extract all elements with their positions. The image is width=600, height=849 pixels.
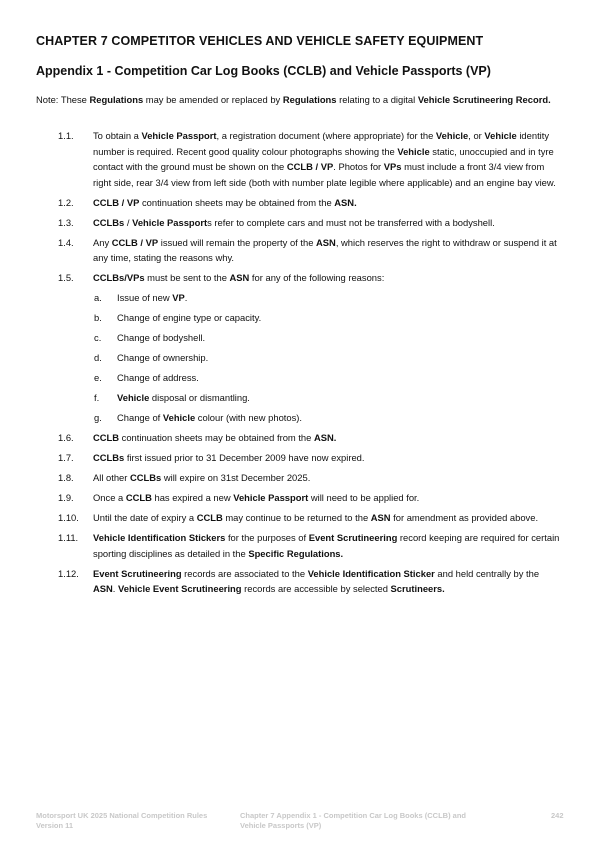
footer-section: Chapter 7 Appendix 1 - Competition Car Log Books (CCLB) and Vehicle Passports (VP) xyxy=(240,811,466,830)
regulation-list xyxy=(0,128,600,601)
item-text: CCLBs / Vehicle Passports refer to complete cars and must not be transferred with a bodyshell. xyxy=(93,216,495,228)
item-text: To obtain a Vehicle Passport, a registration document (where appropriate) for the Vehicle, or Vehicle identity number is required. Recent good quality colour photographs showing the Vehicle static, unoccupied and in tyre contact with the ground must be shown on the CCLB / VP. Photos for VPs must include a front 3/4 view from right side, rear 3/4 view from left side (both with number plate legible where applicable) and an engine bay view. xyxy=(93,130,556,188)
reason-text: Issue of new VP. xyxy=(117,292,188,303)
reason-item xyxy=(0,370,600,386)
regulation-item xyxy=(0,566,600,597)
regulation-item xyxy=(0,510,600,526)
reason-text: Vehicle disposal or dismantling. xyxy=(117,392,250,403)
regulation-item xyxy=(0,195,600,211)
regulation-item xyxy=(0,215,600,231)
reason-letter: g. xyxy=(94,412,102,423)
item-text: CCLBs first issued prior to 31 December 2009 have now expired. xyxy=(93,452,365,463)
item-number: 1.6. xyxy=(58,432,74,443)
chapter-title: CHAPTER 7 COMPETITOR VEHICLES AND VEHICLE SAFETY EQUIPMENT xyxy=(36,34,484,48)
reason-item xyxy=(0,390,600,406)
item-number: 1.12. xyxy=(58,567,79,579)
item-number: 1.9. xyxy=(58,492,74,503)
item-number: 1.1. xyxy=(58,130,74,141)
note-paragraph: Note: These Regulations may be amended or replaced by Regulations relating to a digital Vehicle Scrutineering Record. xyxy=(36,94,551,105)
item-number: 1.4. xyxy=(58,236,74,248)
reason-letter: e. xyxy=(94,372,102,383)
item-text: Until the date of expiry a CCLB may continue to be returned to the ASN for amendment as provided above. xyxy=(93,512,539,523)
reason-letter: b. xyxy=(94,312,102,323)
reason-letter: a. xyxy=(94,292,102,303)
item-number: 1.8. xyxy=(58,472,74,483)
reason-text: Change of engine type or capacity. xyxy=(117,312,262,323)
item-number: 1.7. xyxy=(58,452,74,463)
reason-letter: c. xyxy=(94,332,102,343)
reason-sublist xyxy=(0,290,600,426)
regulation-item xyxy=(0,430,600,446)
item-number: 1.11. xyxy=(58,532,79,543)
reason-item xyxy=(0,350,600,366)
item-text: Once a CCLB has expired a new Vehicle Passport will need to be applied for. xyxy=(93,492,420,503)
reason-item xyxy=(0,290,600,306)
item-text: Any CCLB / VP issued will remain the property of the ASN, which reserves the right to withdraw or suspend it at any time, stating the reasons why. xyxy=(93,236,557,263)
reason-text: Change of ownership. xyxy=(117,352,209,363)
regulation-item xyxy=(0,235,600,266)
reason-item xyxy=(0,310,600,326)
item-number: 1.3. xyxy=(58,216,74,228)
item-text: All other CCLBs will expire on 31st December 2025. xyxy=(93,472,311,483)
item-number: 1.10. xyxy=(58,512,79,523)
regulation-item xyxy=(0,470,600,486)
footer-publication: Motorsport UK 2025 National Competition Rules Version 11 xyxy=(36,811,208,830)
page-number: 242 xyxy=(551,811,564,820)
regulation-item xyxy=(0,490,600,506)
item-text: CCLB / VP continuation sheets may be obtained from the ASN. xyxy=(93,196,357,208)
reason-letter: d. xyxy=(94,352,102,363)
reason-text: Change of bodyshell. xyxy=(117,332,206,343)
item-text: CCLB continuation sheets may be obtained from the ASN. xyxy=(93,432,337,443)
item-text: Vehicle Identification Stickers for the purposes of Event Scrutineering record keeping are required for certain sporting disciplines as detailed in the Specific Regulations. xyxy=(93,532,560,559)
item-text: Event Scrutineering records are associated to the Vehicle Identification Sticker and held centrally by the ASN. Vehicle Event Scrutineering records are accessible by selected Scrutineers. xyxy=(93,567,540,594)
appendix-title: Appendix 1 - Competition Car Log Books (CCLB) and Vehicle Passports (VP) xyxy=(36,64,491,78)
regulation-item xyxy=(0,128,600,190)
item-number: 1.2. xyxy=(58,196,74,208)
reason-letter: f. xyxy=(94,392,100,403)
regulation-item xyxy=(0,450,600,466)
reason-text: Change of Vehicle colour (with new photos). xyxy=(117,412,303,423)
item-text: CCLBs/VPs must be sent to the ASN for any of the following reasons: xyxy=(93,272,385,283)
item-number: 1.5. xyxy=(58,272,74,283)
reason-item xyxy=(0,330,600,346)
reason-item xyxy=(0,410,600,426)
regulation-item xyxy=(0,530,600,561)
reason-text: Change of address. xyxy=(117,372,199,383)
regulation-item xyxy=(0,270,600,286)
